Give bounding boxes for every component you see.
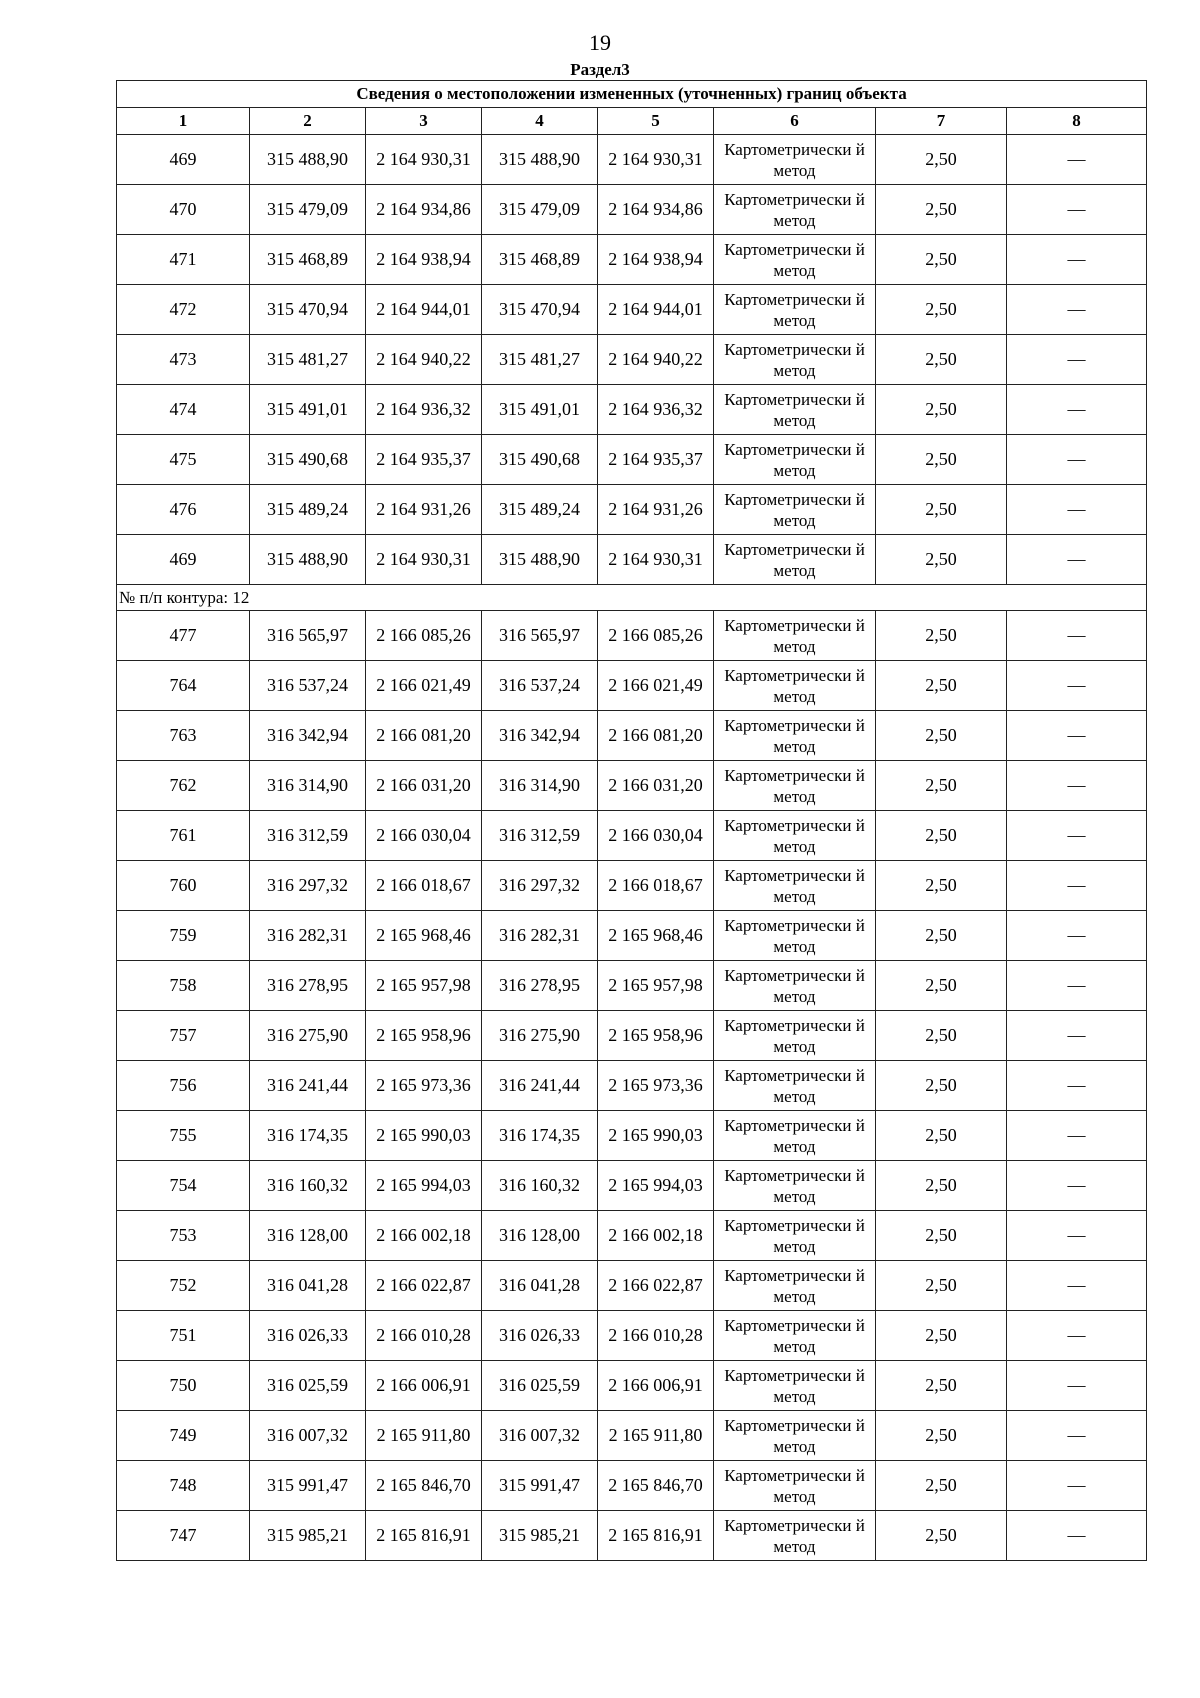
cell-note: — bbox=[1007, 961, 1147, 1011]
cell-note: — bbox=[1007, 1111, 1147, 1161]
cell-y-new: 2 166 021,49 bbox=[598, 661, 714, 711]
cell-y-old: 2 166 006,91 bbox=[366, 1361, 482, 1411]
cell-method: Картометрически й метод bbox=[714, 1411, 876, 1461]
cell-method: Картометрически й метод bbox=[714, 1161, 876, 1211]
cell-point-number: 764 bbox=[117, 661, 250, 711]
cell-x-new: 315 488,90 bbox=[482, 135, 598, 185]
cell-x-new: 315 488,90 bbox=[482, 535, 598, 585]
cell-method: Картометрически й метод bbox=[714, 485, 876, 535]
cell-x-new: 315 491,01 bbox=[482, 385, 598, 435]
cell-method: Картометрически й метод bbox=[714, 911, 876, 961]
cell-y-new: 2 166 022,87 bbox=[598, 1261, 714, 1311]
cell-method: Картометрически й метод bbox=[714, 861, 876, 911]
column-header: 6 bbox=[714, 108, 876, 135]
cell-note: — bbox=[1007, 1511, 1147, 1561]
cell-point-number: 473 bbox=[117, 335, 250, 385]
cell-y-old: 2 165 957,98 bbox=[366, 961, 482, 1011]
cell-accuracy: 2,50 bbox=[876, 385, 1007, 435]
cell-x-old: 315 481,27 bbox=[250, 335, 366, 385]
cell-point-number: 475 bbox=[117, 435, 250, 485]
cell-y-old: 2 166 030,04 bbox=[366, 811, 482, 861]
cell-note: — bbox=[1007, 761, 1147, 811]
cell-method: Картометрически й метод bbox=[714, 1511, 876, 1561]
cell-x-old: 315 479,09 bbox=[250, 185, 366, 235]
cell-y-new: 2 164 934,86 bbox=[598, 185, 714, 235]
cell-method: Картометрически й метод bbox=[714, 811, 876, 861]
cell-y-old: 2 165 816,91 bbox=[366, 1511, 482, 1561]
cell-accuracy: 2,50 bbox=[876, 335, 1007, 385]
cell-y-old: 2 166 010,28 bbox=[366, 1311, 482, 1361]
cell-accuracy: 2,50 bbox=[876, 1061, 1007, 1111]
cell-note: — bbox=[1007, 1461, 1147, 1511]
cell-x-old: 316 128,00 bbox=[250, 1211, 366, 1261]
cell-method: Картометрически й метод bbox=[714, 1261, 876, 1311]
cell-x-old: 316 026,33 bbox=[250, 1311, 366, 1361]
cell-x-old: 315 470,94 bbox=[250, 285, 366, 335]
cell-y-old: 2 166 021,49 bbox=[366, 661, 482, 711]
cell-x-new: 315 490,68 bbox=[482, 435, 598, 485]
cell-y-old: 2 164 944,01 bbox=[366, 285, 482, 335]
cell-point-number: 750 bbox=[117, 1361, 250, 1411]
cell-x-new: 315 470,94 bbox=[482, 285, 598, 335]
cell-y-old: 2 166 085,26 bbox=[366, 611, 482, 661]
cell-method: Картометрически й метод bbox=[714, 535, 876, 585]
cell-x-new: 315 479,09 bbox=[482, 185, 598, 235]
cell-x-old: 315 985,21 bbox=[250, 1511, 366, 1561]
cell-x-old: 316 282,31 bbox=[250, 911, 366, 961]
cell-point-number: 761 bbox=[117, 811, 250, 861]
cell-accuracy: 2,50 bbox=[876, 1511, 1007, 1561]
table-row bbox=[117, 435, 1147, 485]
cell-x-old: 315 489,24 bbox=[250, 485, 366, 535]
cell-y-new: 2 164 944,01 bbox=[598, 285, 714, 335]
contour-row bbox=[117, 585, 1147, 611]
cell-note: — bbox=[1007, 435, 1147, 485]
cell-note: — bbox=[1007, 1261, 1147, 1311]
cell-accuracy: 2,50 bbox=[876, 761, 1007, 811]
cell-y-new: 2 164 930,31 bbox=[598, 535, 714, 585]
cell-y-old: 2 166 031,20 bbox=[366, 761, 482, 811]
cell-y-old: 2 166 018,67 bbox=[366, 861, 482, 911]
table-row bbox=[117, 811, 1147, 861]
cell-y-new: 2 164 938,94 bbox=[598, 235, 714, 285]
cell-point-number: 755 bbox=[117, 1111, 250, 1161]
cell-method: Картометрически й метод bbox=[714, 1211, 876, 1261]
cell-y-new: 2 166 010,28 bbox=[598, 1311, 714, 1361]
cell-y-new: 2 164 931,26 bbox=[598, 485, 714, 535]
cell-note: — bbox=[1007, 611, 1147, 661]
cell-y-new: 2 166 081,20 bbox=[598, 711, 714, 761]
cell-x-new: 316 282,31 bbox=[482, 911, 598, 961]
table-row bbox=[117, 861, 1147, 911]
cell-x-new: 316 275,90 bbox=[482, 1011, 598, 1061]
table-row bbox=[117, 535, 1147, 585]
cell-point-number: 748 bbox=[117, 1461, 250, 1511]
cell-accuracy: 2,50 bbox=[876, 535, 1007, 585]
column-header-row bbox=[117, 108, 1147, 135]
cell-method: Картометрически й метод bbox=[714, 235, 876, 285]
cell-x-old: 316 275,90 bbox=[250, 1011, 366, 1061]
cell-point-number: 752 bbox=[117, 1261, 250, 1311]
cell-point-number: 747 bbox=[117, 1511, 250, 1561]
column-header: 8 bbox=[1007, 108, 1147, 135]
cell-x-new: 315 991,47 bbox=[482, 1461, 598, 1511]
cell-method: Картометрически й метод bbox=[714, 1061, 876, 1111]
cell-x-old: 316 041,28 bbox=[250, 1261, 366, 1311]
cell-y-new: 2 165 990,03 bbox=[598, 1111, 714, 1161]
cell-method: Картометрически й метод bbox=[714, 1111, 876, 1161]
cell-accuracy: 2,50 bbox=[876, 1261, 1007, 1311]
cell-note: — bbox=[1007, 1061, 1147, 1111]
table-row bbox=[117, 1211, 1147, 1261]
cell-accuracy: 2,50 bbox=[876, 1011, 1007, 1061]
cell-x-new: 316 565,97 bbox=[482, 611, 598, 661]
cell-y-new: 2 165 816,91 bbox=[598, 1511, 714, 1561]
cell-note: — bbox=[1007, 1311, 1147, 1361]
cell-x-old: 315 488,90 bbox=[250, 535, 366, 585]
table-row bbox=[117, 185, 1147, 235]
cell-accuracy: 2,50 bbox=[876, 235, 1007, 285]
cell-point-number: 476 bbox=[117, 485, 250, 535]
cell-y-old: 2 164 938,94 bbox=[366, 235, 482, 285]
cell-x-old: 316 278,95 bbox=[250, 961, 366, 1011]
cell-accuracy: 2,50 bbox=[876, 861, 1007, 911]
cell-accuracy: 2,50 bbox=[876, 135, 1007, 185]
cell-x-new: 316 342,94 bbox=[482, 711, 598, 761]
cell-point-number: 760 bbox=[117, 861, 250, 911]
cell-accuracy: 2,50 bbox=[876, 1211, 1007, 1261]
cell-accuracy: 2,50 bbox=[876, 1411, 1007, 1461]
cell-y-new: 2 166 031,20 bbox=[598, 761, 714, 811]
cell-x-new: 315 489,24 bbox=[482, 485, 598, 535]
table-title: Сведения о местоположении измененных (уточненных) границ объекта bbox=[117, 81, 1147, 108]
cell-accuracy: 2,50 bbox=[876, 185, 1007, 235]
cell-point-number: 471 bbox=[117, 235, 250, 285]
cell-x-new: 316 041,28 bbox=[482, 1261, 598, 1311]
cell-x-new: 316 128,00 bbox=[482, 1211, 598, 1261]
cell-point-number: 749 bbox=[117, 1411, 250, 1461]
cell-note: — bbox=[1007, 1211, 1147, 1261]
cell-y-old: 2 164 934,86 bbox=[366, 185, 482, 235]
cell-y-new: 2 165 846,70 bbox=[598, 1461, 714, 1511]
cell-x-old: 315 490,68 bbox=[250, 435, 366, 485]
cell-x-new: 316 241,44 bbox=[482, 1061, 598, 1111]
cell-x-new: 316 160,32 bbox=[482, 1161, 598, 1211]
cell-point-number: 470 bbox=[117, 185, 250, 235]
cell-method: Картометрически й метод bbox=[714, 285, 876, 335]
cell-y-new: 2 165 968,46 bbox=[598, 911, 714, 961]
cell-accuracy: 2,50 bbox=[876, 1361, 1007, 1411]
table-row bbox=[117, 961, 1147, 1011]
cell-point-number: 753 bbox=[117, 1211, 250, 1261]
cell-x-new: 315 985,21 bbox=[482, 1511, 598, 1561]
table-row bbox=[117, 1261, 1147, 1311]
cell-method: Картометрически й метод bbox=[714, 135, 876, 185]
cell-point-number: 759 bbox=[117, 911, 250, 961]
cell-y-old: 2 164 930,31 bbox=[366, 135, 482, 185]
cell-note: — bbox=[1007, 535, 1147, 585]
cell-x-old: 316 007,32 bbox=[250, 1411, 366, 1461]
table-row bbox=[117, 761, 1147, 811]
cell-y-new: 2 165 911,80 bbox=[598, 1411, 714, 1461]
cell-y-new: 2 165 994,03 bbox=[598, 1161, 714, 1211]
cell-x-old: 316 297,32 bbox=[250, 861, 366, 911]
cell-point-number: 758 bbox=[117, 961, 250, 1011]
cell-y-old: 2 166 002,18 bbox=[366, 1211, 482, 1261]
cell-y-new: 2 166 085,26 bbox=[598, 611, 714, 661]
cell-method: Картометрически й метод bbox=[714, 435, 876, 485]
cell-note: — bbox=[1007, 285, 1147, 335]
cell-note: — bbox=[1007, 711, 1147, 761]
cell-y-new: 2 166 030,04 bbox=[598, 811, 714, 861]
cell-method: Картометрически й метод bbox=[714, 185, 876, 235]
cell-note: — bbox=[1007, 235, 1147, 285]
cell-y-old: 2 165 973,36 bbox=[366, 1061, 482, 1111]
cell-note: — bbox=[1007, 911, 1147, 961]
cell-point-number: 754 bbox=[117, 1161, 250, 1211]
cell-x-old: 316 174,35 bbox=[250, 1111, 366, 1161]
table-row bbox=[117, 285, 1147, 335]
cell-method: Картометрически й метод bbox=[714, 1011, 876, 1061]
table-row bbox=[117, 661, 1147, 711]
table-row bbox=[117, 1161, 1147, 1211]
table-row bbox=[117, 1511, 1147, 1561]
cell-x-new: 316 537,24 bbox=[482, 661, 598, 711]
cell-y-old: 2 164 935,37 bbox=[366, 435, 482, 485]
cell-y-old: 2 165 958,96 bbox=[366, 1011, 482, 1061]
cell-y-new: 2 166 018,67 bbox=[598, 861, 714, 911]
cell-y-old: 2 164 931,26 bbox=[366, 485, 482, 535]
cell-note: — bbox=[1007, 385, 1147, 435]
cell-y-new: 2 164 936,32 bbox=[598, 385, 714, 435]
cell-x-old: 315 491,01 bbox=[250, 385, 366, 435]
cell-accuracy: 2,50 bbox=[876, 911, 1007, 961]
cell-y-old: 2 164 940,22 bbox=[366, 335, 482, 385]
cell-method: Картометрически й метод bbox=[714, 661, 876, 711]
table-row bbox=[117, 485, 1147, 535]
cell-point-number: 469 bbox=[117, 535, 250, 585]
cell-note: — bbox=[1007, 135, 1147, 185]
cell-note: — bbox=[1007, 335, 1147, 385]
cell-method: Картометрически й метод bbox=[714, 335, 876, 385]
contour-label: № п/п контура: 12 bbox=[117, 585, 1147, 611]
cell-accuracy: 2,50 bbox=[876, 611, 1007, 661]
cell-y-new: 2 164 940,22 bbox=[598, 335, 714, 385]
cell-x-old: 316 314,90 bbox=[250, 761, 366, 811]
cell-x-new: 316 278,95 bbox=[482, 961, 598, 1011]
table-row bbox=[117, 1411, 1147, 1461]
table-row bbox=[117, 1361, 1147, 1411]
cell-y-new: 2 164 935,37 bbox=[598, 435, 714, 485]
cell-note: — bbox=[1007, 1411, 1147, 1461]
table-row bbox=[117, 1461, 1147, 1511]
cell-point-number: 474 bbox=[117, 385, 250, 435]
cell-x-old: 316 025,59 bbox=[250, 1361, 366, 1411]
cell-accuracy: 2,50 bbox=[876, 661, 1007, 711]
cell-y-new: 2 164 930,31 bbox=[598, 135, 714, 185]
table-row bbox=[117, 1311, 1147, 1361]
boundary-table bbox=[116, 80, 1147, 1561]
cell-x-new: 316 174,35 bbox=[482, 1111, 598, 1161]
cell-point-number: 472 bbox=[117, 285, 250, 335]
table-row bbox=[117, 611, 1147, 661]
cell-accuracy: 2,50 bbox=[876, 811, 1007, 861]
cell-accuracy: 2,50 bbox=[876, 435, 1007, 485]
column-header: 7 bbox=[876, 108, 1007, 135]
cell-x-new: 316 312,59 bbox=[482, 811, 598, 861]
cell-x-old: 316 160,32 bbox=[250, 1161, 366, 1211]
cell-y-old: 2 164 930,31 bbox=[366, 535, 482, 585]
cell-accuracy: 2,50 bbox=[876, 1111, 1007, 1161]
cell-x-old: 315 991,47 bbox=[250, 1461, 366, 1511]
cell-x-new: 316 026,33 bbox=[482, 1311, 598, 1361]
cell-note: — bbox=[1007, 1161, 1147, 1211]
cell-x-new: 316 314,90 bbox=[482, 761, 598, 811]
cell-y-new: 2 165 958,96 bbox=[598, 1011, 714, 1061]
column-header: 4 bbox=[482, 108, 598, 135]
table-row bbox=[117, 711, 1147, 761]
cell-y-new: 2 165 957,98 bbox=[598, 961, 714, 1011]
cell-note: — bbox=[1007, 1361, 1147, 1411]
cell-y-old: 2 166 022,87 bbox=[366, 1261, 482, 1311]
cell-note: — bbox=[1007, 485, 1147, 535]
cell-x-new: 315 481,27 bbox=[482, 335, 598, 385]
table-row bbox=[117, 1061, 1147, 1111]
cell-y-new: 2 166 006,91 bbox=[598, 1361, 714, 1411]
cell-note: — bbox=[1007, 861, 1147, 911]
cell-point-number: 469 bbox=[117, 135, 250, 185]
cell-y-old: 2 164 936,32 bbox=[366, 385, 482, 435]
cell-method: Картометрически й метод bbox=[714, 1361, 876, 1411]
cell-y-old: 2 165 968,46 bbox=[366, 911, 482, 961]
cell-method: Картометрически й метод bbox=[714, 1461, 876, 1511]
cell-y-new: 2 165 973,36 bbox=[598, 1061, 714, 1111]
column-header: 3 bbox=[366, 108, 482, 135]
column-header: 1 bbox=[117, 108, 250, 135]
cell-accuracy: 2,50 bbox=[876, 961, 1007, 1011]
page-number: 19 bbox=[589, 30, 611, 55]
section-heading: Раздел3 bbox=[570, 60, 630, 79]
cell-point-number: 751 bbox=[117, 1311, 250, 1361]
cell-y-old: 2 165 846,70 bbox=[366, 1461, 482, 1511]
cell-note: — bbox=[1007, 185, 1147, 235]
table-row bbox=[117, 385, 1147, 435]
cell-method: Картометрически й метод bbox=[714, 611, 876, 661]
table-row bbox=[117, 1111, 1147, 1161]
cell-accuracy: 2,50 bbox=[876, 711, 1007, 761]
cell-x-new: 316 297,32 bbox=[482, 861, 598, 911]
cell-x-old: 315 468,89 bbox=[250, 235, 366, 285]
column-header: 5 bbox=[598, 108, 714, 135]
cell-accuracy: 2,50 bbox=[876, 1161, 1007, 1211]
cell-x-new: 315 468,89 bbox=[482, 235, 598, 285]
cell-y-old: 2 165 990,03 bbox=[366, 1111, 482, 1161]
cell-method: Картометрически й метод bbox=[714, 961, 876, 1011]
table-body bbox=[117, 135, 1147, 1561]
cell-point-number: 757 bbox=[117, 1011, 250, 1061]
cell-method: Картометрически й метод bbox=[714, 1311, 876, 1361]
cell-x-new: 316 007,32 bbox=[482, 1411, 598, 1461]
cell-y-old: 2 166 081,20 bbox=[366, 711, 482, 761]
cell-method: Картометрически й метод bbox=[714, 711, 876, 761]
cell-accuracy: 2,50 bbox=[876, 285, 1007, 335]
cell-point-number: 763 bbox=[117, 711, 250, 761]
cell-y-old: 2 165 994,03 bbox=[366, 1161, 482, 1211]
cell-x-old: 315 488,90 bbox=[250, 135, 366, 185]
cell-x-old: 316 537,24 bbox=[250, 661, 366, 711]
cell-note: — bbox=[1007, 1011, 1147, 1061]
cell-x-old: 316 342,94 bbox=[250, 711, 366, 761]
cell-y-new: 2 166 002,18 bbox=[598, 1211, 714, 1261]
table-row bbox=[117, 335, 1147, 385]
cell-point-number: 477 bbox=[117, 611, 250, 661]
cell-point-number: 762 bbox=[117, 761, 250, 811]
table-row bbox=[117, 135, 1147, 185]
cell-x-old: 316 565,97 bbox=[250, 611, 366, 661]
cell-method: Картометрически й метод bbox=[714, 385, 876, 435]
column-header: 2 bbox=[250, 108, 366, 135]
cell-method: Картометрически й метод bbox=[714, 761, 876, 811]
cell-x-old: 316 241,44 bbox=[250, 1061, 366, 1111]
cell-x-old: 316 312,59 bbox=[250, 811, 366, 861]
cell-x-new: 316 025,59 bbox=[482, 1361, 598, 1411]
cell-note: — bbox=[1007, 661, 1147, 711]
table-row bbox=[117, 1011, 1147, 1061]
table-row bbox=[117, 235, 1147, 285]
cell-y-old: 2 165 911,80 bbox=[366, 1411, 482, 1461]
cell-point-number: 756 bbox=[117, 1061, 250, 1111]
table-row bbox=[117, 911, 1147, 961]
cell-accuracy: 2,50 bbox=[876, 485, 1007, 535]
cell-accuracy: 2,50 bbox=[876, 1461, 1007, 1511]
cell-accuracy: 2,50 bbox=[876, 1311, 1007, 1361]
cell-note: — bbox=[1007, 811, 1147, 861]
